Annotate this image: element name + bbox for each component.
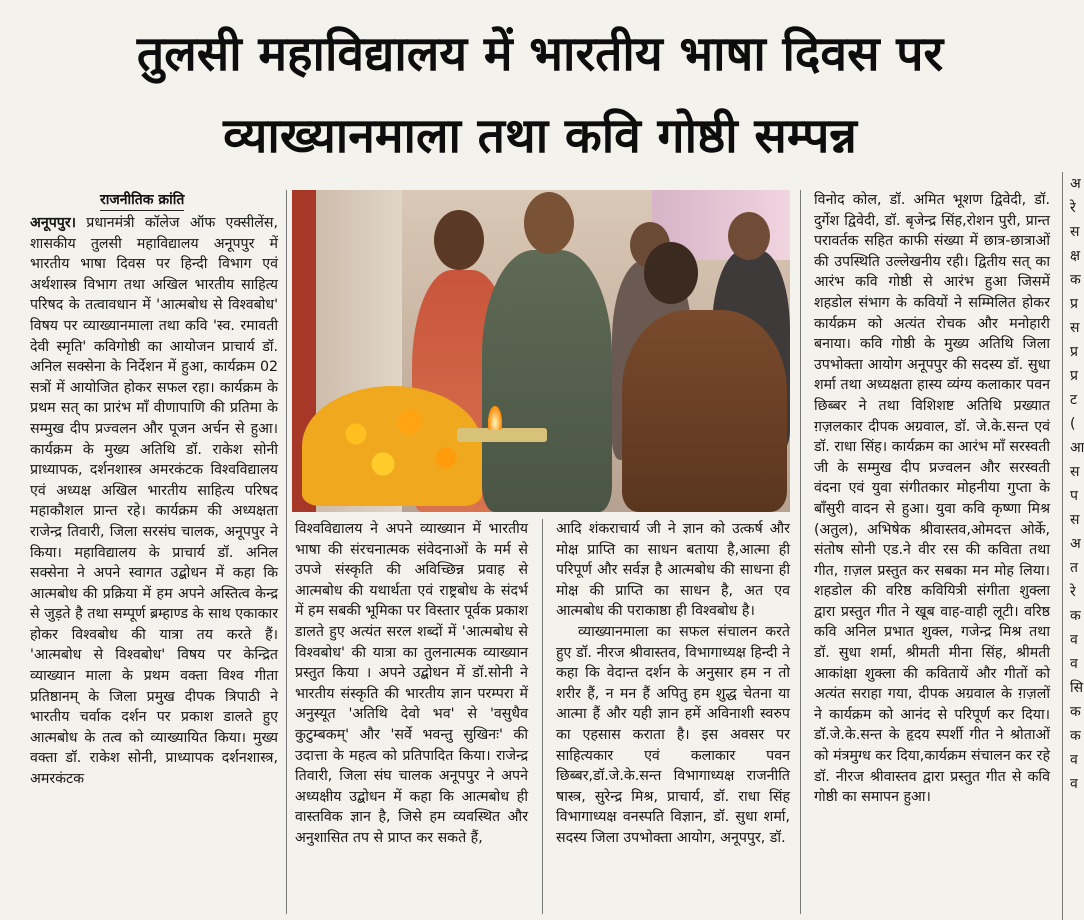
column-4-text: विनोद कोल, डॉ. अमित भूशण द्विवेदी, डॉ. दुर्गेश द्विवेदी, डॉ. बृजेन्द्र सिंह,रोशन पुरी, प्रान्त परावर्तक सहित काफी संख्या में छात्र-छात्राओं की उपस्थिति उल्लेखनीय रही। द्वितीय सत् का आरंभ कवि गोष्ठी से आरंभ हुआ जिसमें शहडोल संभाग के कवियों ने सम्मिलित होकर कार्यक्रम को अत्यंत रोचक और मनोहारी बनाया। कवि गोष्ठी के मुख्य अतिथि जिला उपभोक्ता आयोग अनूपपुर की सदस्य डॉ. सुधा शर्मा तथा अध्यक्षता हास्य व्यंग्य कलाकार पवन छिब्बर ने तथा विशिशष्ट अतिथि प्रख्यात ग़ज़लकार दीपक अग्रवाल, डॉ. जे.के.सन्त एवं डॉ. राधा सिंह। कार्यक्रम का आरंभ माँ सरस्वती जी के सम्मुख दीप प्रज्वलन और सरस्वती वंदना एवं युवा संगीतकार मोहनीया गुप्ता के बाँसुरी वादन से हुआ। युवा कवि कृष्णा मिश्र (अतुल), अभिषेक श्रीवास्तव,ओमदत्त ओर्के, संतोष सोनी एड.ने वीर रस की कविता तथा गीत, ग़ज़ल प्रस्तुत कर सबका मन मोह लिया। शहडोल की वरिष्ठ कवियित्री संगीता शुक्ला द्वारा प्रस्तुत गीत ने खूब वाह-वाही लूटी। वरिष्ठ कवि अनिल प्रभात शुक्ल, गजेन्द्र मिश्र तथा डॉ. सुधा शर्मा, श्रीमती मीना सिंह, श्रीमती आकांक्षा शुक्ला की कवितायें और गीतों को अत्यंत सराहा गया, दीपक अग्रवाल के ग़ज़लों ने कार्यक्रम को आनंद से परिपूर्ण कर दिया। डॉ.जे.के.सन्त के हृदय स्पर्शी गीत ने श्रोताओं को मंत्रमुग्ध कर दिया,कार्यक्रम संचालन कर रहे डॉ. नीरज श्रीवास्तव द्वारा प्रस्तुत गीत से कवि गोष्ठी का समापन हुआ। [814, 192, 1050, 806]
column-divider [542, 519, 543, 914]
article-column-4 [814, 190, 1050, 914]
event-photo [292, 190, 790, 512]
column-divider [800, 190, 801, 914]
column-2-text: विश्वविद्यालय ने अपने व्याख्यान में भारतीय भाषा की संरचनात्मक संवेदनाओं के मर्म से उपजे संस्कृति की अविच्छिन्न प्रवाह से आत्मबोध की यथार्थता एवं राष्ट्रबोध के संदर्भ में हम सबकी भूमिका पर विस्तार पूर्वक प्रकाश डालते हुए अत्यंत सरल शब्दों में 'आत्मबोध से विश्वबोध' की यात्रा का तुलनात्मक व्याख्यान प्रस्तुत किया । अपने उद्बोधन में डॉ.सोनी ने भारतीय संस्कृति की भारतीय ज्ञान परम्परा में अनुस्यूत 'अतिथि देवो भव' से 'वसुधैव कुटुम्बकम्' और 'सर्वे भवन्तु सुखिनः' की उदात्ता के महत्व को प्रतिपादित किया। राजेन्द्र तिवारी, जिला संघ चालक अनूपपुर ने अपने अध्यक्षीय उद्बोधन में कहा कि आत्मबोध ही वास्तविक ज्ञान है, जिसे हम व्यवस्थित और अनुशासित तप से प्राप्त कर सकते हैं, [295, 521, 528, 846]
article-column-2 [295, 519, 528, 914]
article-column-1 [30, 213, 278, 913]
headline-line-2: व्याख्यानमाला तथा कवि गोष्ठी सम्पन्न [223, 108, 857, 164]
adjacent-article-edge [1070, 172, 1082, 920]
dateline-place: अनूपपुर। [30, 215, 77, 231]
article-column-3 [556, 519, 790, 914]
byline: राजनीतिक क्रांति [100, 190, 184, 211]
column-3-paragraph-1: आदि शंकराचार्य जी ने ज्ञान को उत्कर्ष और मोक्ष प्राप्ति का साधन बताया है,आत्मा ही परिपूर्ण और सर्वज्ञ है आत्मबोध की साधना ही मोक्ष की प्राप्ति का साधन है, अत एव आत्मबोध की पराकाष्ठा ही विश्वबोध है। [556, 521, 790, 620]
column-divider [1062, 172, 1063, 920]
column-3-paragraph-2: व्याख्यानमाला का सफल संचालन करते हुए डॉ. नीरज श्रीवास्तव, विभागाध्यक्ष हिन्दी ने कहा कि वेदान्त दर्शन के अनुसार हम न तो शरीर हैं, न मन हैं अपितु हम शुद्ध चेतना या आत्मा हैं और यही ज्ञान हमें अविनाशी स्वरुप का एहसास कराता है। इस अवसर पर साहित्यकार एवं कलाकार पवन छिब्बर,डॉ.जे.के.सन्त विभागाध्यक्ष राजनीति षास्त्र, सुरेन्द्र मिश्र, प्राचार्य, डॉ. राधा सिंह विभागाध्यक्ष वनस्पति विज्ञान, डॉ. सुधा शर्मा, सदस्य जिला उपभोक्ता आयोग, अनूपपुर, डॉ. [556, 623, 790, 846]
adjacent-article-edge-text: अ रे स क्ष क प्र स प्र प्र ट ( आ स प स अ त रे क व व सि क क व व [1070, 176, 1084, 792]
headline-line-1: तुलसी महाविद्यालय में भारतीय भाषा दिवस पर [136, 26, 944, 82]
column-1-text: प्रधानमंत्री कॉलेज ऑफ एक्सीलेंस, शासकीय तुलसी महाविद्यालय अनूपपुर में भारतीय भाषा दिवस पर हिन्दी विभाग एवं अर्थशास्त्र विभाग तथा अखिल भारतीय साहित्य परिषद के तत्वावधान में 'आत्मबोध से विश्वबोध' विषय पर व्याख्यानमाला तथा कवि 'स्व. रमावती देवी स्मृति' कविगोष्ठी का आयोजन प्राचार्य डॉ. अनिल सक्सेना के निर्देशन में हुआ, कार्यक्रम 02 सत्रों में आयोजित होकर सफल रहा। कार्यक्रम के प्रथम सत् का प्रारंभ माँ वीणापाणि की प्रतिमा के सम्मुख दीप प्रज्वलन और पूजन अर्चन से हुआ। कार्यक्रम के मुख्य अतिथि डॉ. राकेश सोनी प्राध्यापक, दर्शनशास्त्र अमरकंटक विश्वविद्यालय एवं अध्यक्ष अखिल भारतीय साहित्य परिषद महाकौशल प्रान्त रहे। कार्यक्रम की अध्यक्षता राजेन्द्र तिवारी, जिला सरसंघ चालक, अनूपपुर ने किया। महाविद्यालय के प्राचार्य डॉ. अनिल सक्सेना ने अपने स्वागत उद्बोधन में कहा कि आत्मबोध की प्रक्रिया में हम अपने अस्तित्व केन्द्र से जुड़ते है तथा सम्पूर्ण ब्रम्हाण्ड के साथ एकाकार होकर विश्वबोध की यात्रा तय करते हैं। 'आत्मबोध से विश्वबोध' विषय पर केन्द्रित व्याख्यान माला के प्रथम वक्ता विश्व गीता प्रतिष्ठानम् के जिला प्रमुख दीपक त्रिपाठी ने भारतीय चर्वाक दर्शन पर प्रकाश डालते हुए आत्मबोध के तत्व को व्याख्यायित किया। मुख्य वक्ता डॉ. राकेश सोनी, प्राध्यापक दर्शनशास्त्र, अमरकंटक [30, 215, 278, 788]
column-divider [286, 190, 287, 914]
